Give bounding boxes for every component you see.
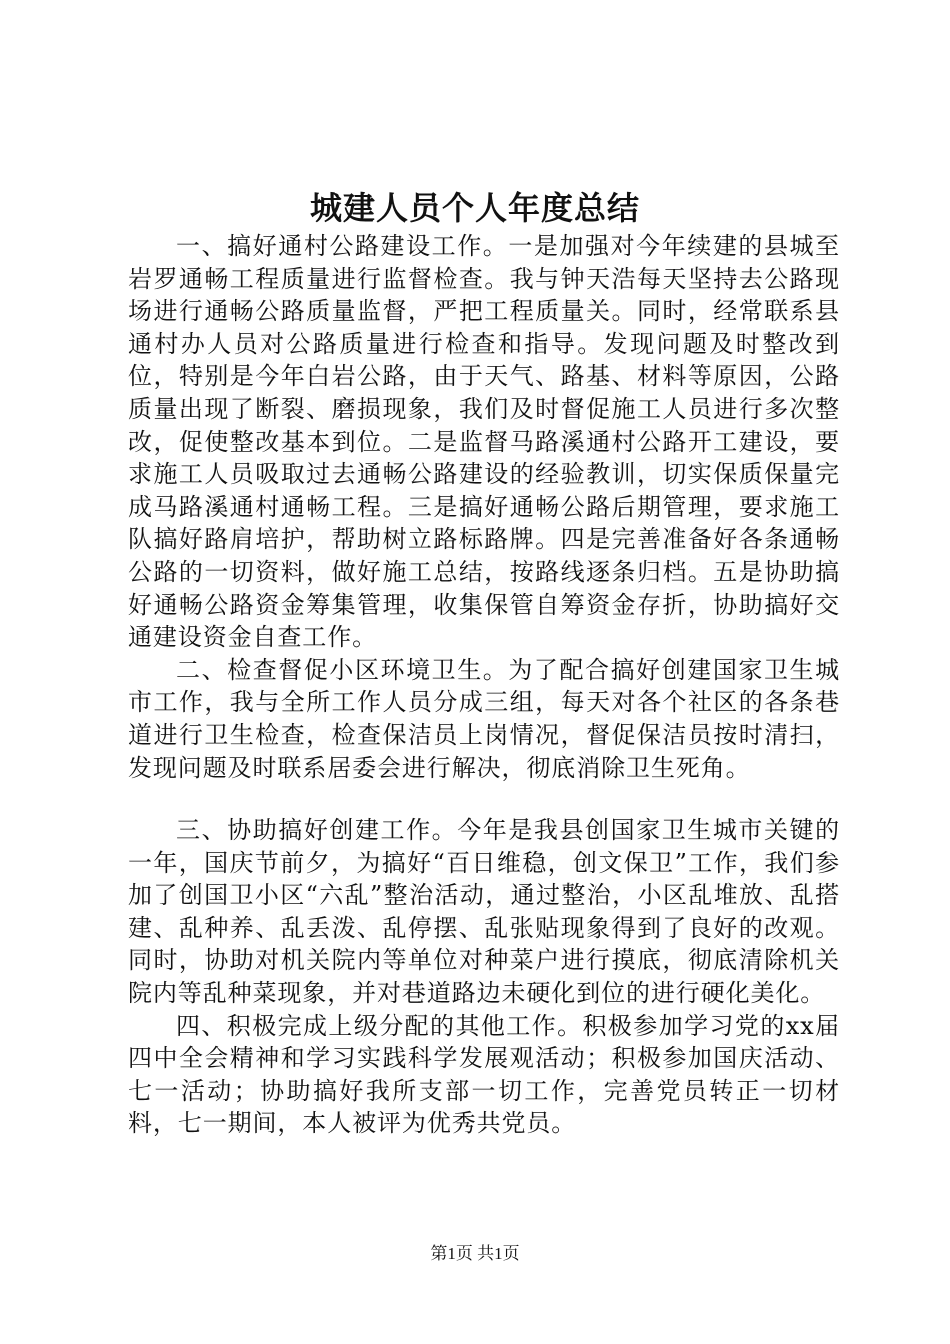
paragraph-3: 三、协助搞好创建工作。今年是我县创国家卫生城市关键的一年，国庆节前夕，为搞好“百日维稳，创文保卫”工作，我们参加了创国卫小区“六乱”整治活动，通过整治，小区乱堆放、乱搭建、乱种养、乱丢泼、乱停摆、乱张贴现象得到了良好的改观。同时，协助对机关院内等单位对种菜户进行摸底，彻底清除机关院内等乱种菜现象，并对巷道路边未硬化到位的进行硬化美化。 bbox=[128, 816, 840, 1008]
paragraph-4: 四、积极完成上级分配的其他工作。积极参加学习党的xx届四中全会精神和学习实践科学发展观活动；积极参加国庆活动、七一活动；协助搞好我所支部一切工作，完善党员转正一切材料，七一期间，本人被评为优秀共党员。 bbox=[128, 1011, 840, 1138]
paragraph-2: 二、检查督促小区环境卫生。为了配合搞好创建国家卫生城市工作，我与全所工作人员分成三组，每天对各个社区的各条巷道进行卫生检查，检查保洁员上岗情况，督促保洁员按时清扫，发现问题及时联系居委会进行解决，彻底消除卫生死角。 bbox=[128, 655, 840, 782]
page-footer: 第1页 共1页 bbox=[430, 1244, 520, 1263]
document-body bbox=[128, 230, 840, 1140]
document-title: 城建人员个人年度总结 bbox=[309, 189, 640, 227]
paragraph-1: 一、搞好通村公路建设工作。一是加强对今年续建的县城至岩罗通畅工程质量进行监督检查。我与钟天浩每天坚持去公路现场进行通畅公路质量监督，严把工程质量关。同时，经常联系县通村办人员对公路质量进行检查和指导。发现问题及时整改到位，特别是今年白岩公路，由于天气、路基、材料等原因，公路质量出现了断裂、磨损现象，我们及时督促施工人员进行多次整改，促使整改基本到位。二是监督马路溪通村公路开工建设，要求施工人员吸取过去通畅公路建设的经验教训，切实保质保量完成马路溪通村通畅工程。三是搞好通畅公路后期管理，要求施工队搞好路肩培护，帮助树立路标路牌。四是完善准备好各条通畅公路的一切资料，做好施工总结，按路线逐条归档。五是协助搞好通畅公路资金筹集管理，收集保管自筹资金存折，协助搞好交通建设资金自查工作。 bbox=[128, 232, 840, 652]
